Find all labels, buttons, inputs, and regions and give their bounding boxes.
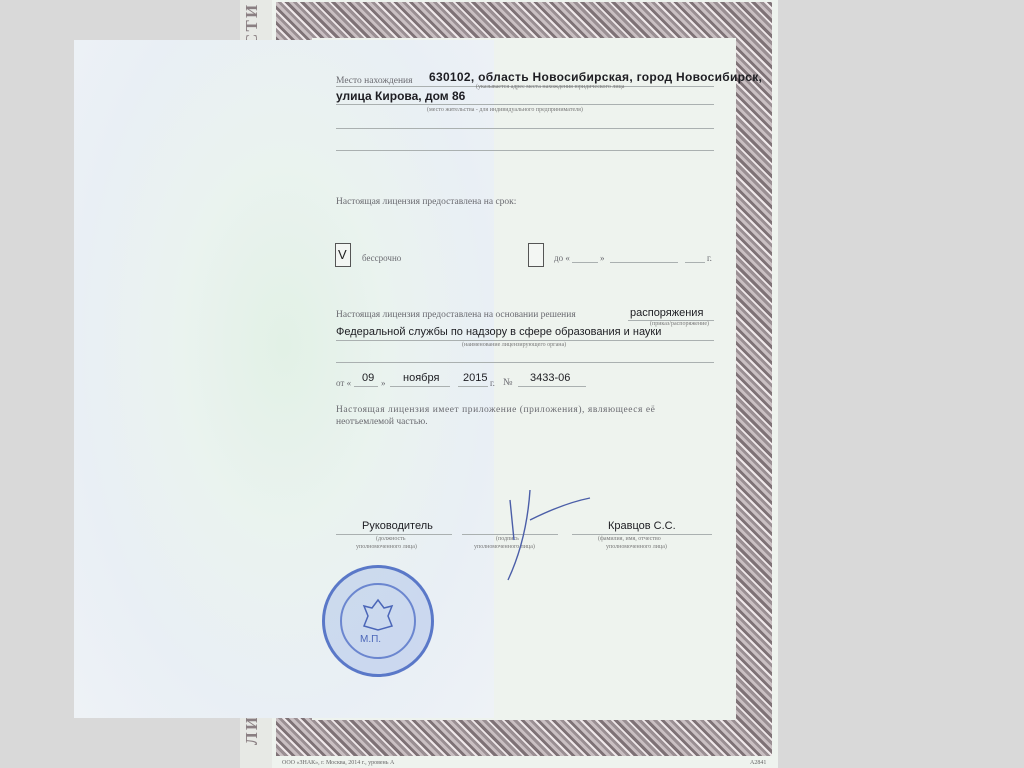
decision-type: распоряжения (630, 307, 704, 319)
indefinite-label: бессрочно (362, 253, 402, 263)
decision-type-hint: (приказ/распоряжение) (650, 321, 710, 327)
stamp-mp: М.П. (360, 634, 382, 645)
date-year-line (458, 386, 488, 387)
license-number-line (518, 386, 586, 387)
date-month: ноября (403, 372, 440, 384)
until-label: до « (554, 253, 570, 263)
date-month-line (390, 386, 450, 387)
form-code: А2841 (750, 760, 767, 766)
emblem-icon (362, 598, 394, 632)
signature-hint1: (подпись (496, 536, 519, 542)
until-year-line (685, 262, 705, 263)
basis-label: Настоящая лицензия предоставлена на основании решения (336, 310, 576, 320)
position-line (336, 534, 452, 535)
appendix-line2: неотъемлемой частью. (336, 417, 428, 427)
authority-line2 (336, 362, 714, 363)
location-hint1: (указывается адрес места нахождения юридического лица (476, 84, 625, 90)
printer-info: ООО «ЗНАК», г. Москва, 2014 г., уровень А (282, 760, 395, 766)
check-mark: V (338, 247, 347, 262)
location-line4 (336, 150, 714, 151)
name-hint1: (фамилия, имя, отчество (598, 536, 661, 542)
date-day-line (354, 386, 378, 387)
number-sign: № (503, 377, 513, 388)
location-line3 (336, 128, 714, 129)
handwritten-signature (470, 480, 600, 590)
signer-name: Кравцов С.С. (608, 520, 676, 532)
signature-hint2: уполномоченного лица) (474, 544, 535, 550)
location-hint2: (место жительства - для индивидуального предпринимателя) (427, 107, 583, 113)
position-hint2: уполномоченного лица) (356, 544, 417, 550)
location-line2 (336, 104, 714, 105)
until-year-suffix: г. (707, 253, 712, 263)
location-value-line1: 630102, область Новосибирская, город Новосибирск, (429, 70, 763, 84)
location-label: Место нахождения (336, 76, 413, 86)
until-quote-close: » (600, 253, 605, 263)
date-year: 2015 (463, 372, 488, 384)
name-hint2: уполномоченного лица) (606, 544, 667, 550)
date-day: 09 (362, 372, 375, 384)
license-number: 3433-06 (530, 372, 571, 384)
position-hint1: (должность (376, 536, 406, 542)
until-checkbox (528, 243, 544, 267)
authority-name: Федеральной службы по надзору в сфере образования и науки (336, 326, 662, 338)
term-label: Настоящая лицензия предоставлена на срок: (336, 197, 517, 207)
date-from: от « (336, 378, 352, 388)
authority-hint: (наименование лицензирующего органа) (462, 342, 567, 348)
date-year-suffix: г. (490, 378, 495, 388)
appendix-line1: Настоящая лицензия имеет приложение (приложения), являющееся её (336, 405, 656, 415)
authority-line (336, 340, 714, 341)
until-day-line (572, 262, 598, 263)
signer-position: Руководитель (362, 520, 433, 532)
indefinite-checkbox (335, 243, 351, 267)
location-value-line2: улица Кирова, дом 86 (336, 89, 466, 103)
date-quote-close: » (381, 378, 386, 388)
until-month-line (610, 262, 678, 263)
